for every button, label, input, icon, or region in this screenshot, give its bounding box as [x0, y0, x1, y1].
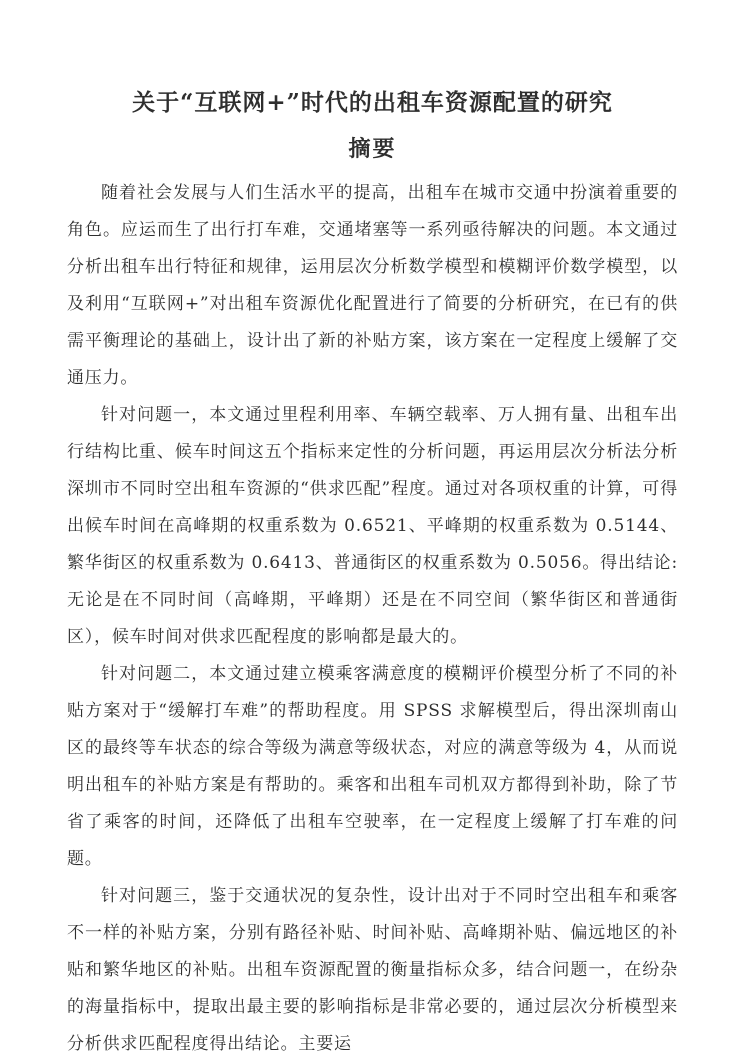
abstract-body: [67, 175, 678, 1063]
page-title: 关于“互联网+”时代的出租车资源配置的研究: [132, 89, 613, 116]
abstract-paragraph-3: 针对问题二，本文通过建立模乘客满意度的模糊评价模型分析了不同的补贴方案对于“缓解打车难”的帮助程度。用 SPSS 求解模型后，得出深圳南山区的最终等车状态的综合等级为满意等级状态，对应的满意等级为 4，从而说明出租车的补贴方案是有帮助的。乘客和出租车司机双方都得到补助，除了节省了乘客的时间，还降低了出租车空驶率，在一定程度上缓解了打车难的问题。: [67, 664, 678, 869]
abstract-paragraph-1: 随着社会发展与人们生活水平的提高，出租车在城市交通中扮演着重要的角色。应运而生了出行打车难，交通堵塞等一系列亟待解决的问题。本文通过分析出租车出行特征和规律，运用层次分析数学模型和模糊评价数学模型，以及利用“互联网+”对出租车资源优化配置进行了简要的分析研究，在已有的供需平衡理论的基础上，设计出了新的补贴方案，该方案在一定程度上缓解了交通压力。: [67, 183, 678, 388]
abstract-heading: 摘要: [348, 136, 397, 162]
abstract-paragraph-4: 针对问题三，鉴于交通状况的复杂性，设计出对于不同时空出租车和乘客不一样的补贴方案，分别有路径补贴、时间补贴、高峰期补贴、偏远地区的补贴和繁华地区的补贴。出租车资源配置的衡量指标众多，结合问题一，在纷杂的海量指标中，提取出最主要的影响指标是非常必要的，通过层次分析模型来分析供求匹配程度得出结论。主要运: [67, 886, 678, 1054]
abstract-paragraph-2: 针对问题一，本文通过里程利用率、车辆空载率、万人拥有量、出租车出行结构比重、候车时间这五个指标来定性的分析问题，再运用层次分析法分析深圳市不同时空出租车资源的“供求匹配”程度。通过对各项权重的计算，可得出候车时间在高峰期的权重系数为 0.6521、平峰期的权重系数为 0.5144、繁华街区的权重系数为 0.6413、普通街区的权重系数为 0.5056。得出结论:无论是在不同时间（高峰期，平峰期）还是在不同空间（繁华街区和普通街区），候车时间对供求匹配程度的影响都是最大的。: [67, 405, 678, 647]
